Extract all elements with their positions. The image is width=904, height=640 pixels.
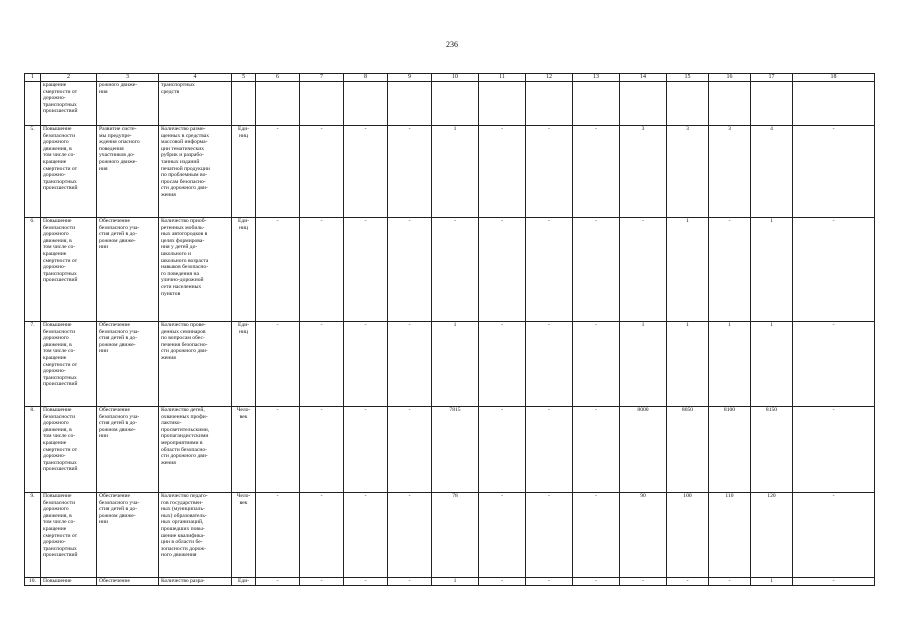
value-cell <box>793 82 875 126</box>
value-cell: - <box>573 218 620 322</box>
column-header: 6 <box>256 74 300 82</box>
value-cell: - <box>256 218 300 322</box>
value-cell: - <box>344 322 388 407</box>
value-cell <box>388 82 432 126</box>
value-cell: - <box>573 407 620 493</box>
unit-cell <box>232 82 256 126</box>
value-cell: - <box>479 218 526 322</box>
row-number-cell: 10. <box>25 578 41 586</box>
value-cell: - <box>479 493 526 578</box>
unit-cell: Еди- ниц <box>232 218 256 322</box>
value-cell: 1 <box>751 218 793 322</box>
value-cell: - <box>526 322 573 407</box>
value-cell: - <box>300 578 344 586</box>
value-cell: 1 <box>667 218 709 322</box>
indicator-cell: Количество детей, охваченных профи- лактико- просветительскими, пропагандистскими мероприятиями в области безопасно- сти дорожного дви- жения <box>159 407 232 493</box>
value-cell: - <box>344 218 388 322</box>
value-cell <box>573 82 620 126</box>
value-cell: - <box>344 126 388 218</box>
value-cell: 8150 <box>751 407 793 493</box>
value-cell: - <box>256 493 300 578</box>
value-cell: - <box>300 407 344 493</box>
task-cell: Обеспечение <box>97 578 159 586</box>
indicator-cell: Количество прове- денных семинаров по вопросам обес- печения безопасно- сти дорожного дви- жения <box>159 322 232 407</box>
unit-cell: Чело- век <box>232 407 256 493</box>
value-cell: - <box>479 578 526 586</box>
value-cell: - <box>256 322 300 407</box>
value-cell: - <box>344 578 388 586</box>
column-header: 3 <box>97 74 159 82</box>
value-cell: - <box>388 493 432 578</box>
value-cell: - <box>388 126 432 218</box>
unit-cell: Еди- ниц <box>232 126 256 218</box>
value-cell: 100 <box>667 493 709 578</box>
column-header: 9 <box>388 74 432 82</box>
column-header: 15 <box>667 74 709 82</box>
goal-cell: Повышение безопасности дорожного движения, в том числе со- кращение смертности от дорожно- транспортных происшествий <box>41 407 97 493</box>
value-cell: - <box>479 126 526 218</box>
goal-cell: Повышение безопасности дорожного движения, в том числе со- кращение смертности от дорожно- транспортных происшествий <box>41 322 97 407</box>
value-cell <box>620 82 667 126</box>
value-cell <box>751 82 793 126</box>
unit-cell: Чело- век <box>232 493 256 578</box>
goal-cell: Повышение безопасности дорожного движения, в том числе со- кращение смертности от дорожно- транспортных происшествий <box>41 218 97 322</box>
column-header: 4 <box>159 74 232 82</box>
value-cell: - <box>388 407 432 493</box>
goal-cell: кращение смертности от дорожно- транспортных происшествий <box>41 82 97 126</box>
value-cell <box>256 82 300 126</box>
value-cell: 1 <box>432 322 479 407</box>
table-row <box>25 407 875 493</box>
value-cell: 1 <box>667 322 709 407</box>
task-cell: Обеспечение безопасного уча- стия детей в до- рожном движе- нии <box>97 407 159 493</box>
value-cell: 1 <box>709 322 751 407</box>
page-number: 236 <box>446 40 458 49</box>
value-cell: - <box>573 322 620 407</box>
task-cell: рожного движе- ния <box>97 82 159 126</box>
goal-cell: Повышение <box>41 578 97 586</box>
value-cell <box>709 82 751 126</box>
value-cell: - <box>793 407 875 493</box>
value-cell <box>526 82 573 126</box>
goal-cell: Повышение безопасности дорожного движения, в том числе со- кращение смертности от дорожно- транспортных происшествий <box>41 126 97 218</box>
task-cell: Обеспечение безопасного уча- стия детей в до- рожном движе- нии <box>97 322 159 407</box>
value-cell: 8050 <box>667 407 709 493</box>
value-cell: - <box>479 407 526 493</box>
column-header: 14 <box>620 74 667 82</box>
value-cell: 1 <box>432 578 479 586</box>
value-cell <box>479 82 526 126</box>
indicator-cell: транспортных средств <box>159 82 232 126</box>
table-row <box>25 218 875 322</box>
value-cell: - <box>300 322 344 407</box>
value-cell: 1 <box>751 322 793 407</box>
task-cell: Развитие систе- мы предупре- ждения опасного поведения участников до- рожного движе- ния <box>97 126 159 218</box>
table-row <box>25 493 875 578</box>
value-cell <box>344 82 388 126</box>
value-cell <box>667 82 709 126</box>
task-cell: Обеспечение безопасного уча- стия детей в до- рожном движе- нии <box>97 218 159 322</box>
value-cell: - <box>300 493 344 578</box>
value-cell: - <box>709 578 751 586</box>
row-number-cell: 7. <box>25 322 41 407</box>
row-number-cell: 9. <box>25 493 41 578</box>
value-cell: - <box>300 126 344 218</box>
row-number-cell: 5. <box>25 126 41 218</box>
value-cell: 4 <box>751 126 793 218</box>
value-cell: 8100 <box>709 407 751 493</box>
indicator-cell: Количество приоб- ретенных мобиль- ных автогородков в целях формирова- ния у детей до- школьного и школьного возраста навыков безопасно- го поведения на улично-дорожной сети населенных пунктов <box>159 218 232 322</box>
table-row <box>25 578 875 586</box>
value-cell: - <box>388 578 432 586</box>
column-header: 5 <box>232 74 256 82</box>
column-header: 7 <box>300 74 344 82</box>
value-cell: - <box>300 218 344 322</box>
value-cell: - <box>526 218 573 322</box>
value-cell: - <box>667 578 709 586</box>
value-cell: 1 <box>620 322 667 407</box>
goal-cell: Повышение безопасности дорожного движения, в том числе со- кращение смертности от дорожно- транспортных происшествий <box>41 493 97 578</box>
value-cell: - <box>709 218 751 322</box>
value-cell: 120 <box>751 493 793 578</box>
value-cell: 90 <box>620 493 667 578</box>
header-row <box>25 74 875 82</box>
value-cell: 110 <box>709 493 751 578</box>
value-cell: - <box>388 218 432 322</box>
column-header: 8 <box>344 74 388 82</box>
value-cell: 3 <box>667 126 709 218</box>
value-cell: - <box>793 126 875 218</box>
value-cell: - <box>256 407 300 493</box>
indicator-cell: Количество разме- щенных в средствах массовой информа- ции тематических рубрик и разрабо- танных изданий печатной продукции по проблемным во- просам безопасно- сти дорожного дви- жения <box>159 126 232 218</box>
value-cell: - <box>573 126 620 218</box>
value-cell: - <box>344 493 388 578</box>
indicators-table <box>24 73 875 586</box>
column-header: 1 <box>25 74 41 82</box>
value-cell: 3 <box>709 126 751 218</box>
indicator-cell: Количество разра- <box>159 578 232 586</box>
value-cell: - <box>344 407 388 493</box>
value-cell: - <box>793 578 875 586</box>
row-number-cell: 8. <box>25 407 41 493</box>
value-cell: - <box>526 493 573 578</box>
column-header: 2 <box>41 74 97 82</box>
value-cell: 7815 <box>432 407 479 493</box>
value-cell: - <box>620 578 667 586</box>
row-number-cell: 6. <box>25 218 41 322</box>
value-cell: - <box>573 578 620 586</box>
column-header: 18 <box>793 74 875 82</box>
row-number-cell <box>25 82 41 126</box>
table-row <box>25 322 875 407</box>
column-header: 16 <box>709 74 751 82</box>
column-header: 12 <box>526 74 573 82</box>
value-cell: - <box>793 218 875 322</box>
value-cell: - <box>620 218 667 322</box>
table-row <box>25 82 875 126</box>
unit-cell: Еди- ниц <box>232 322 256 407</box>
value-cell: - <box>432 218 479 322</box>
value-cell: - <box>479 322 526 407</box>
value-cell <box>300 82 344 126</box>
value-cell: - <box>388 322 432 407</box>
table-row <box>25 126 875 218</box>
value-cell: 78 <box>432 493 479 578</box>
unit-cell: Еди- <box>232 578 256 586</box>
column-header: 13 <box>573 74 620 82</box>
task-cell: Обеспечение безопасного уча- стия детей в до- рожном движе- нии <box>97 493 159 578</box>
column-header: 11 <box>479 74 526 82</box>
column-header: 10 <box>432 74 479 82</box>
value-cell: - <box>526 578 573 586</box>
value-cell: - <box>256 578 300 586</box>
value-cell: - <box>526 126 573 218</box>
indicator-cell: Количество педаго- гов государствен- ных (муниципаль- ных) образователь- ных организаций, прошедших повы- шение квалифика- ции в области бе- зопасности дорож- ного движения <box>159 493 232 578</box>
value-cell: 3 <box>620 126 667 218</box>
value-cell: - <box>256 126 300 218</box>
column-header: 17 <box>751 74 793 82</box>
value-cell: 8000 <box>620 407 667 493</box>
value-cell: - <box>793 322 875 407</box>
value-cell: 1 <box>751 578 793 586</box>
value-cell: - <box>573 493 620 578</box>
value-cell: - <box>526 407 573 493</box>
value-cell: 1 <box>432 126 479 218</box>
value-cell: - <box>793 493 875 578</box>
value-cell <box>432 82 479 126</box>
